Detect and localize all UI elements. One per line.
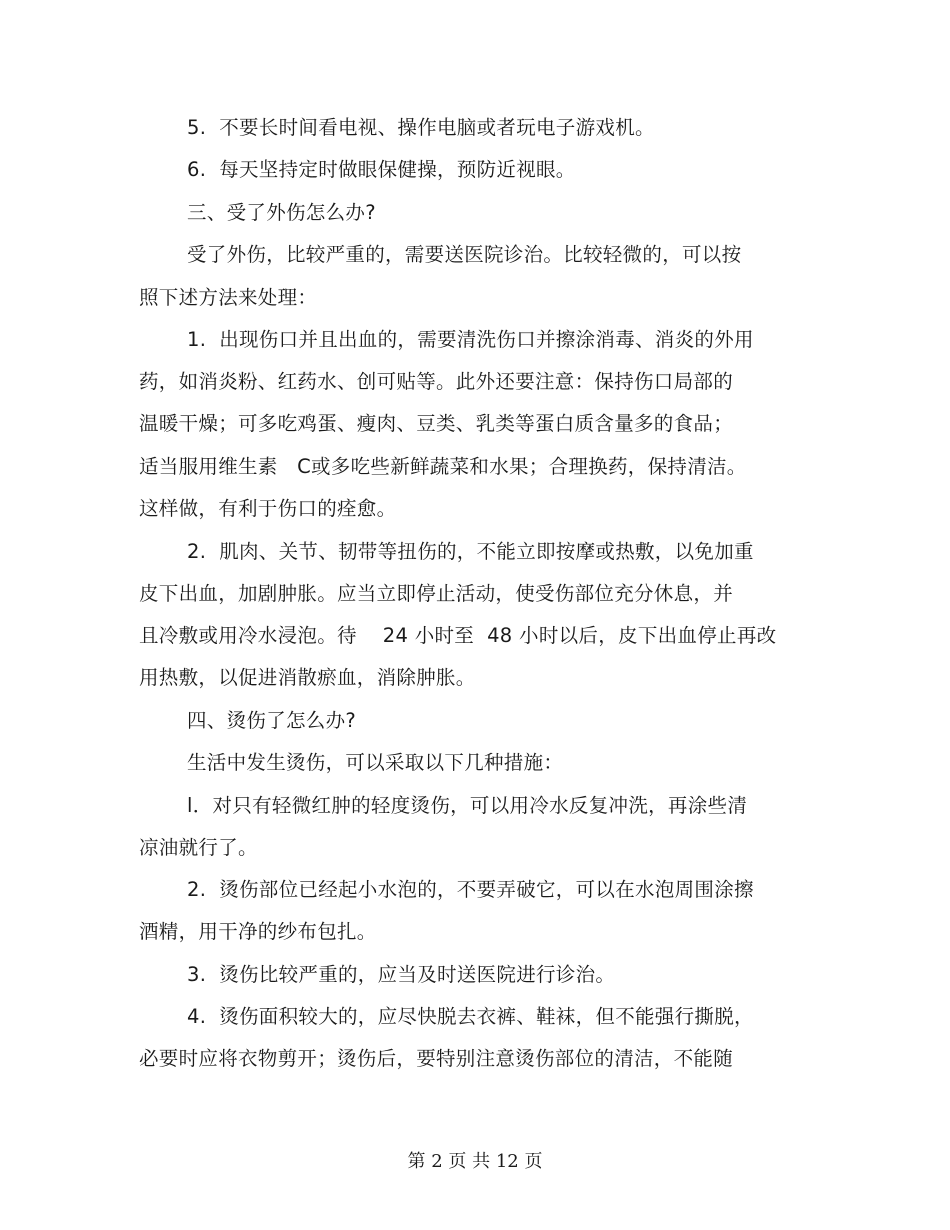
text-line: 这样做，有利于伤口的痊愈。 xyxy=(139,497,397,520)
text-line: 用热敷，以促进消散瘀血，消除肿胀。 xyxy=(139,666,476,689)
section-heading-3: 三、受了外伤怎么办? xyxy=(187,201,376,224)
text-line: 药，如消炎粉、红药水、创可贴等。此外还要注意：保持伤口局部的 xyxy=(139,370,734,393)
text-line: 且冷敷或用冷水浸泡。待 24 小时至 48 小时以后，皮下出血停止再改 xyxy=(139,624,777,647)
text-line: 酒精，用干净的纱布包扎。 xyxy=(139,920,377,943)
text-line: 2. 烫伤部位已经起小水泡的，不要弄破它，可以在水泡周围涂擦 xyxy=(187,878,754,901)
text-line-item-6: 6. 每天坚持定时做眼保健操，预防近视眼。 xyxy=(187,158,576,181)
text-line: 生活中发生烫伤，可以采取以下几种措施： xyxy=(187,751,564,774)
text-line: 受了外伤，比较严重的，需要送医院诊治。比较轻微的，可以按 xyxy=(187,243,742,266)
text-line-item-5: 5. 不要长时间看电视、操作电脑或者玩电子游戏机。 xyxy=(187,116,655,139)
text-line: 温暖干燥；可多吃鸡蛋、瘦肉、豆类、乳类等蛋白质含量多的食品； xyxy=(139,412,734,435)
text-line: 2. 肌肉、关节、韧带等扭伤的，不能立即按摩或热敷，以免加重 xyxy=(187,540,754,563)
text-line: 1. 出现伤口并且出血的，需要清洗伤口并擦涂消毒、消炎的外用 xyxy=(187,328,754,351)
text-line: 4. 烫伤面积较大的，应尽快脱去衣裤、鞋袜，但不能强行撕脱， xyxy=(187,1005,754,1028)
text-line: 适当服用维生素 C或多吃些新鲜蔬菜和水果；合理换药，保持清洁。 xyxy=(139,455,747,478)
page-number-footer: 第 2 页 共 12 页 xyxy=(407,1151,543,1172)
section-heading-4: 四、烫伤了怎么办? xyxy=(187,709,357,732)
text-line: 皮下出血，加剧肿胀。应当立即停止活动，使受伤部位充分休息，并 xyxy=(139,582,734,605)
text-line: 必要时应将衣物剪开；烫伤后，要特别注意烫伤部位的清洁，不能随 xyxy=(139,1047,734,1070)
text-line: 3. 烫伤比较严重的，应当及时送医院进行诊治。 xyxy=(187,963,616,986)
text-line: 凉油就行了。 xyxy=(139,836,258,859)
text-line: l．对只有轻微红肿的轻度烫伤，可以用冷水反复冲洗，再涂些清 xyxy=(187,794,748,817)
text-line: 照下述方法来处理： xyxy=(139,286,318,309)
